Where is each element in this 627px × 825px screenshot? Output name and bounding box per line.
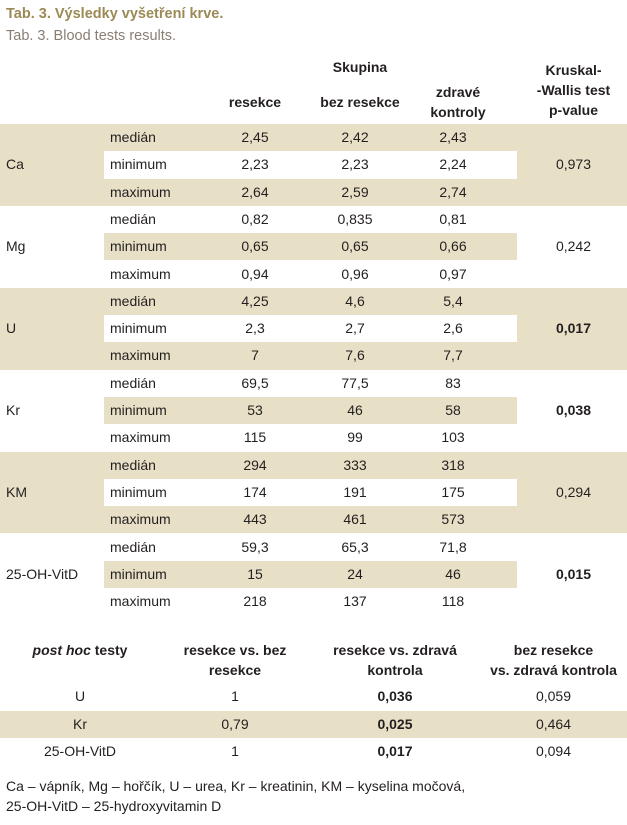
value-zdrave-kontroly: 2,24 — [439, 156, 467, 173]
posthoc-col3-line2: vs. zdravá kontrola — [490, 662, 617, 678]
value-bez-resekce: 191 — [343, 483, 367, 500]
posthoc-title-italic: post hoc — [32, 642, 91, 658]
posthoc-value-bez-vs-zdrava: 0,059 — [535, 688, 572, 704]
header-p-line3: p-value — [548, 102, 598, 118]
value-resekce: 4,25 — [241, 292, 269, 309]
p-value: 0,294 — [555, 483, 592, 500]
value-bez-resekce: 333 — [343, 456, 367, 473]
p-value: 0,242 — [555, 238, 592, 255]
p-value: 0,038 — [555, 402, 592, 418]
header-resekce: resekce — [228, 94, 282, 110]
stat-label: maximum — [110, 347, 171, 364]
posthoc-value-bez-vs-zdrava: 0,464 — [535, 715, 572, 732]
value-zdrave-kontroly: 573 — [441, 511, 465, 528]
posthoc-value-resekce-vs-zdrava: 0,036 — [377, 688, 413, 704]
value-resekce: 2,3 — [245, 320, 265, 337]
value-resekce: 7 — [251, 347, 259, 364]
posthoc-value-resekce-vs-bez: 0,79 — [221, 715, 249, 732]
posthoc-value-resekce-vs-zdrava: 0,025 — [377, 715, 413, 732]
value-resekce: 2,64 — [241, 183, 269, 200]
value-bez-resekce: 77,5 — [341, 374, 369, 391]
value-zdrave-kontroly: 318 — [441, 456, 465, 473]
value-zdrave-kontroly: 103 — [441, 429, 465, 446]
value-resekce: 69,5 — [241, 374, 269, 391]
stat-label: medián — [110, 538, 156, 555]
p-value: 0,973 — [555, 156, 592, 173]
header-zdrave-line1: zdravé — [435, 84, 481, 100]
value-bez-resekce: 46 — [347, 402, 363, 418]
header-p-line2: -Wallis test — [536, 82, 611, 98]
value-resekce: 294 — [243, 456, 267, 473]
stat-label: maximum — [110, 593, 171, 610]
value-zdrave-kontroly: 175 — [441, 483, 465, 500]
value-zdrave-kontroly: 71,8 — [439, 538, 467, 555]
value-bez-resekce: 461 — [343, 511, 367, 528]
stat-label: maximum — [110, 265, 171, 282]
value-bez-resekce: 137 — [343, 593, 367, 610]
posthoc-value-resekce-vs-bez: 1 — [231, 743, 239, 759]
value-resekce: 59,3 — [241, 538, 269, 555]
stat-label: medián — [110, 374, 156, 391]
value-resekce: 15 — [247, 565, 263, 582]
value-bez-resekce: 2,42 — [341, 129, 369, 145]
header-zdrave-kontroly — [408, 82, 508, 122]
table-title-cz: Tab. 3. Výsledky vyšetření krve. — [6, 6, 224, 22]
footnote-line2: 25-OH-VitD – 25-hydroxyvitamin D — [6, 798, 222, 814]
p-value: 0,015 — [555, 565, 592, 582]
value-bez-resekce: 2,23 — [341, 156, 369, 173]
value-zdrave-kontroly: 2,74 — [439, 183, 467, 200]
value-resekce: 0,94 — [241, 265, 269, 282]
parameter-name: Ca — [6, 156, 24, 173]
stat-label: minimum — [110, 565, 167, 582]
posthoc-col1-line2: resekce — [208, 662, 262, 678]
stat-label: maximum — [110, 429, 171, 446]
posthoc-col1-header — [160, 640, 310, 680]
parameter-name: Mg — [6, 238, 26, 255]
value-resekce: 0,82 — [241, 210, 269, 227]
stat-label: medián — [110, 456, 156, 473]
posthoc-col2-header — [310, 640, 480, 680]
parameter-name: U — [6, 320, 17, 337]
value-zdrave-kontroly: 83 — [445, 374, 461, 391]
parameter-name: KM — [6, 483, 27, 500]
value-bez-resekce: 2,59 — [341, 183, 369, 200]
header-p-line1: Kruskal- — [545, 62, 602, 78]
value-resekce: 174 — [243, 483, 267, 500]
value-zdrave-kontroly: 118 — [441, 593, 465, 610]
posthoc-value-resekce-vs-bez: 1 — [231, 688, 239, 704]
posthoc-parameter: U — [74, 688, 86, 704]
posthoc-parameter: Kr — [73, 715, 87, 732]
value-bez-resekce: 65,3 — [341, 538, 369, 555]
stat-label: maximum — [110, 183, 171, 200]
value-zdrave-kontroly: 5,4 — [443, 292, 463, 309]
value-resekce: 218 — [243, 593, 267, 610]
value-bez-resekce: 0,835 — [337, 210, 373, 227]
header-group: Skupina — [332, 59, 388, 75]
posthoc-col3-header — [480, 640, 627, 680]
value-resekce: 443 — [243, 511, 267, 528]
stat-label: minimum — [110, 156, 167, 173]
header-p-value — [520, 60, 627, 120]
value-resekce: 53 — [247, 402, 263, 418]
posthoc-col2-line2: kontrola — [367, 662, 423, 678]
posthoc-value-resekce-vs-zdrava: 0,017 — [377, 743, 413, 759]
posthoc-col1-line1: resekce vs. bez — [183, 642, 287, 658]
stat-label: medián — [110, 129, 156, 145]
posthoc-col3-line1: bez resekce — [513, 642, 594, 658]
header-zdrave-line2: kontroly — [430, 104, 486, 120]
value-bez-resekce: 2,7 — [345, 320, 365, 337]
value-zdrave-kontroly: 7,7 — [443, 347, 463, 364]
value-resekce: 2,45 — [241, 129, 269, 145]
posthoc-row — [0, 711, 627, 739]
header-bez-resekce: bez resekce — [320, 94, 400, 110]
value-resekce: 2,23 — [241, 156, 269, 173]
stat-label: minimum — [110, 483, 167, 500]
value-zdrave-kontroly: 46 — [445, 565, 461, 582]
value-resekce: 0,65 — [241, 238, 269, 255]
value-bez-resekce: 7,6 — [345, 347, 365, 364]
posthoc-row — [0, 683, 627, 711]
posthoc-row — [0, 738, 627, 766]
posthoc-title — [0, 640, 160, 660]
posthoc-value-bez-vs-zdrava: 0,094 — [535, 743, 572, 759]
stat-label: medián — [110, 292, 156, 309]
stat-label: minimum — [110, 320, 167, 337]
stat-label: medián — [110, 210, 156, 227]
posthoc-parameter: 25-OH-VitD — [43, 743, 117, 759]
stat-label: minimum — [110, 402, 167, 418]
footnote-line1: Ca – vápník, Mg – hořčík, U – urea, Kr – kreatinin, KM – kyselina močová, — [6, 778, 466, 794]
parameter-name: 25-OH-VitD — [6, 565, 79, 582]
value-zdrave-kontroly: 2,43 — [439, 129, 467, 145]
table-title-en: Tab. 3. Blood tests results. — [6, 28, 177, 44]
parameter-name: Kr — [6, 402, 20, 418]
p-value: 0,017 — [555, 320, 592, 337]
value-bez-resekce: 24 — [347, 565, 363, 582]
value-zdrave-kontroly: 2,6 — [443, 320, 463, 337]
value-bez-resekce: 0,65 — [341, 238, 369, 255]
value-bez-resekce: 4,6 — [345, 292, 365, 309]
value-zdrave-kontroly: 0,97 — [439, 265, 467, 282]
value-zdrave-kontroly: 58 — [445, 402, 461, 418]
value-zdrave-kontroly: 0,81 — [439, 210, 467, 227]
value-resekce: 115 — [243, 429, 267, 446]
posthoc-col2-line1: resekce vs. zdravá — [333, 642, 457, 658]
value-bez-resekce: 99 — [347, 429, 363, 446]
value-zdrave-kontroly: 0,66 — [439, 238, 467, 255]
stat-label: minimum — [110, 238, 167, 255]
posthoc-title-rest: testy — [90, 642, 128, 658]
stat-label: maximum — [110, 511, 171, 528]
value-bez-resekce: 0,96 — [341, 265, 369, 282]
